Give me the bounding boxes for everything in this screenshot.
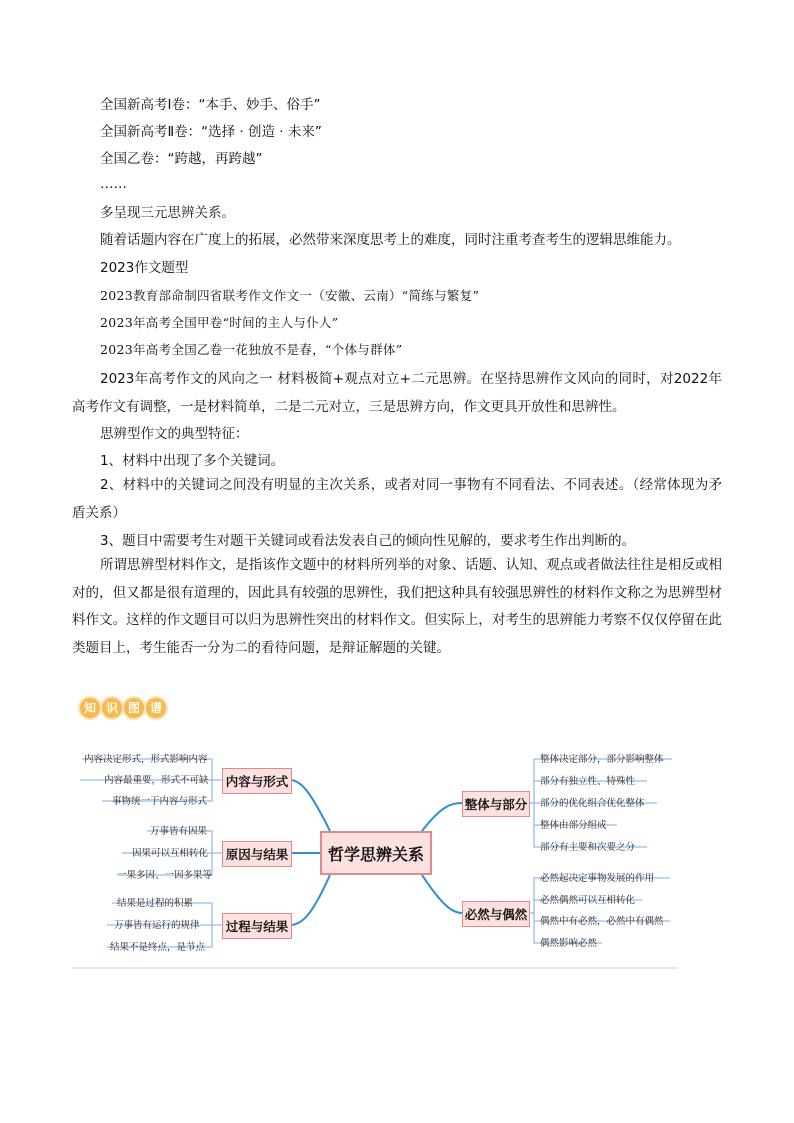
leaf-content-form-3: 事物统一于内容与形式 bbox=[112, 796, 208, 807]
intro-line-5: 多呈现三元思辨关系。 bbox=[100, 205, 235, 221]
leaf-necessity-chance-2: 必然偶然可以互相转化 bbox=[540, 895, 636, 906]
leaf-process-result-3: 结果不是终点，是节点 bbox=[110, 942, 206, 953]
leaf-cause-effect-2: 因果可以互相转化 bbox=[132, 848, 209, 859]
mind-map-baseline bbox=[72, 967, 678, 969]
leaf-process-result-2: 万事皆有运行的规律 bbox=[114, 920, 200, 931]
leaf-whole-part-4: 整体由部分组成 bbox=[540, 820, 607, 831]
leaf-whole-part-5: 部分有主要和次要之分 bbox=[540, 842, 636, 853]
paragraph-definition: 所谓思辨型材料作文，是指该作文题中的材料所列举的对象、话题、认知、观点或者做法往往是相反或相对的，但又都是很有道理的，因此具有较强的思辨性，我们把这种具有较强思辨性的材料作文称之为思辨型材料作文。这样的作文题目可以归为思辨性突出的材料作文。但实际上，对考生的思辨能力考察不仅仅停留在此类题目上，考生能否一分为二的看待问题，是辩证解题的关键。 bbox=[72, 557, 722, 656]
node-process-result: 过程与结果 bbox=[222, 913, 292, 939]
features-title: 思辨型作文的典型特征： bbox=[100, 426, 249, 442]
paragraph-trend: 2023年高考作文的风向之一 材料极简+观点对立+二元思辨。在坚持思辨作文风向的同时，对2022年高考作文有调整，一是材料简单，二是二元对立，三是思辨方向，作文更具开放性和思辨性。 bbox=[72, 371, 722, 415]
leaf-necessity-chance-1: 必然起决定事物发展的作用 bbox=[540, 873, 655, 884]
exam-topic-1: 2023教育部命制四省联考作文作文一（安徽、云南）“简练与繁复” bbox=[100, 288, 480, 303]
leaf-cause-effect-1: 万事皆有因果 bbox=[150, 826, 208, 837]
node-necessity-chance: 必然与偶然 bbox=[462, 901, 530, 927]
exam-topic-3: 2023年高考全国乙卷一花独放不是春，“个体与群体” bbox=[100, 342, 403, 357]
feature-1: 1、材料中出现了多个关键词。 bbox=[100, 453, 285, 469]
intro-line-6: 随着话题内容在广度上的拓展，必然带来深度思考上的难度，同时注重考查考生的逻辑思维能力。 bbox=[100, 232, 681, 248]
intro-line-1: 全国新高考Ⅰ卷：“本手、妙手、俗手” bbox=[100, 97, 321, 113]
intro-line-2: 全国新高考Ⅱ卷：“选择 · 创造 · 未来” bbox=[100, 124, 322, 140]
node-whole-part: 整体与部分 bbox=[462, 791, 530, 817]
feature-3: 3、题目中需要考生对题干关键词或看法发表自己的倾向性见解的，要求考生作出判断的。 bbox=[100, 533, 636, 549]
mind-map bbox=[72, 735, 678, 970]
node-cause-effect: 原因与结果 bbox=[222, 841, 292, 867]
leaf-content-form-1: 内容决定形式，形式影响内容 bbox=[84, 754, 208, 765]
intro-ellipsis: …… bbox=[100, 176, 127, 192]
intro-line-3: 全国乙卷：“跨越，再跨越” bbox=[100, 151, 263, 167]
knowledge-map-badge bbox=[74, 695, 172, 721]
badge-char: 图 bbox=[124, 698, 144, 718]
badge-char: 谱 bbox=[146, 698, 166, 718]
node-content-form: 内容与形式 bbox=[222, 768, 292, 794]
center-node: 哲学思辨关系 bbox=[320, 831, 432, 875]
badge-char: 知 bbox=[80, 698, 100, 718]
badge-char: 识 bbox=[102, 698, 122, 718]
leaf-whole-part-2: 部分有独立性、特殊性 bbox=[540, 776, 636, 787]
leaf-necessity-chance-3: 偶然中有必然，必然中有偶然 bbox=[540, 916, 664, 927]
leaf-whole-part-3: 部分的优化组合优化整体 bbox=[540, 798, 645, 809]
leaf-content-form-2: 内容最重要，形式不可缺 bbox=[104, 775, 209, 786]
leaf-whole-part-1: 整体决定部分，部分影响整体 bbox=[540, 754, 664, 765]
feature-2: 2、材料中的关键词之间没有明显的主次关系，或者对同一事物有不同看法、不同表述。（经常体现为矛盾关系） bbox=[72, 477, 722, 521]
exam-topic-2: 2023年高考全国甲卷“时间的主人与仆人” bbox=[100, 315, 339, 330]
leaf-necessity-chance-4: 偶然影响必然 bbox=[540, 938, 598, 949]
intro-line-7: 2023作文题型 bbox=[100, 260, 189, 276]
leaf-cause-effect-3: 一果多因、一因多果等 bbox=[117, 870, 213, 881]
leaf-process-result-1: 结果是过程的积累 bbox=[117, 898, 194, 909]
